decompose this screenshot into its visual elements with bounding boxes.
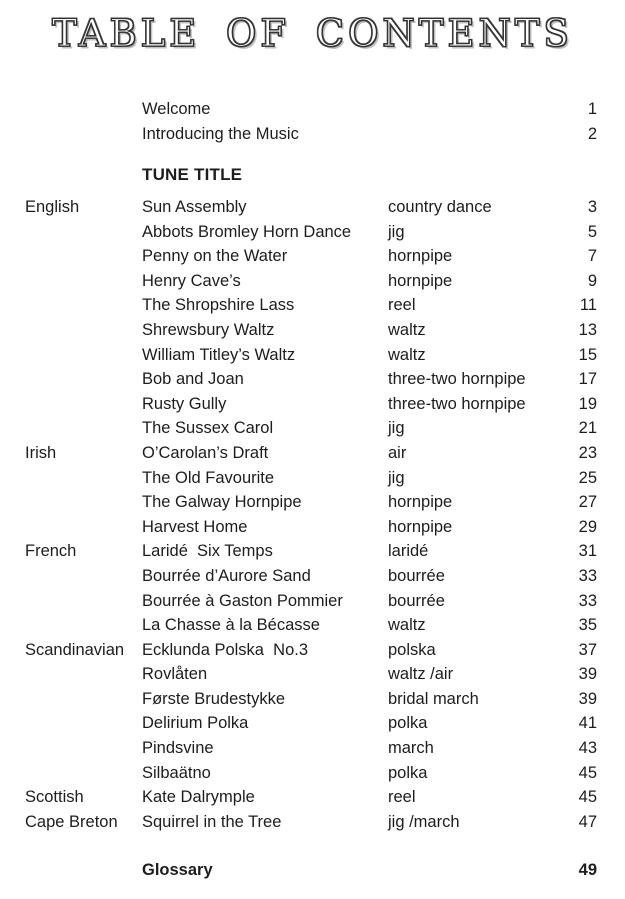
region-label bbox=[25, 466, 142, 491]
toc-row bbox=[25, 662, 597, 687]
rhythm-label: polka bbox=[388, 714, 428, 733]
page-number: 21 bbox=[578, 419, 597, 438]
rhythm-label: laridé bbox=[388, 542, 429, 561]
region-label bbox=[25, 589, 142, 614]
tune-title: The Old Favourite bbox=[142, 468, 275, 487]
region-label: English bbox=[25, 198, 80, 216]
rhythm-label: hornpipe bbox=[388, 271, 453, 290]
rhythm-label: country dance bbox=[388, 198, 492, 216]
toc-row bbox=[25, 392, 597, 417]
page-number: 35 bbox=[578, 616, 597, 635]
toc-row bbox=[25, 195, 597, 220]
page-number: 7 bbox=[587, 247, 597, 266]
rhythm-label: reel bbox=[388, 296, 416, 315]
rhythm-label: waltz bbox=[388, 616, 426, 635]
region-label bbox=[25, 761, 142, 786]
rhythm-label: polska bbox=[388, 640, 436, 659]
page-number: 41 bbox=[578, 714, 597, 733]
page-number bbox=[545, 163, 597, 188]
page-number: 13 bbox=[578, 320, 597, 339]
toc-row bbox=[25, 490, 597, 515]
region-label: French bbox=[25, 542, 77, 561]
tune-title: Kate Dalrymple bbox=[142, 788, 255, 807]
rhythm-label: march bbox=[388, 739, 434, 758]
page-number: 27 bbox=[578, 493, 597, 512]
toc-row bbox=[25, 613, 597, 638]
page-number: 31 bbox=[578, 542, 597, 561]
tune-title: Bourrée à Gaston Pommier bbox=[142, 591, 343, 610]
toc-row bbox=[25, 293, 597, 318]
back-matter bbox=[25, 858, 597, 883]
rhythm-label: hornpipe bbox=[388, 517, 453, 536]
glossary-row bbox=[25, 858, 597, 883]
toc-row bbox=[25, 367, 597, 392]
toc-row bbox=[25, 711, 597, 736]
rhythm-label: reel bbox=[388, 788, 416, 807]
page-number: 43 bbox=[578, 739, 597, 758]
rhythm-label bbox=[388, 122, 545, 147]
tune-title: Squirrel in the Tree bbox=[142, 812, 282, 831]
page-number: 1 bbox=[587, 100, 597, 118]
region-label bbox=[25, 244, 142, 269]
region-label bbox=[25, 490, 142, 515]
tune-header-block bbox=[25, 163, 597, 188]
tune-title: Abbots Bromley Horn Dance bbox=[142, 222, 352, 241]
tune-title: Penny on the Water bbox=[142, 247, 288, 266]
region-label bbox=[25, 122, 142, 147]
toc-row bbox=[25, 761, 597, 786]
page-number: 9 bbox=[587, 271, 597, 290]
tune-title: La Chasse à la Bécasse bbox=[142, 616, 320, 635]
rhythm-label: bourrée bbox=[388, 591, 445, 610]
front-matter-title: Welcome bbox=[142, 100, 211, 118]
tune-title: Silbaätno bbox=[142, 763, 211, 782]
page-number: 33 bbox=[578, 566, 597, 585]
front-matter bbox=[25, 97, 597, 146]
region-label bbox=[25, 367, 142, 392]
page-number: 17 bbox=[578, 370, 597, 389]
page-number: 49 bbox=[578, 861, 597, 879]
rhythm-label: waltz /air bbox=[388, 665, 454, 684]
region-label bbox=[25, 687, 142, 712]
rhythm-label: bourrée bbox=[388, 566, 445, 585]
region-label bbox=[25, 220, 142, 245]
page-number: 5 bbox=[587, 222, 597, 241]
rhythm-label: polka bbox=[388, 763, 428, 782]
tune-title: Første Brudestykke bbox=[142, 689, 286, 708]
tune-title: Rovlåten bbox=[142, 665, 208, 684]
page-number: 2 bbox=[587, 124, 597, 143]
page-number: 39 bbox=[578, 665, 597, 684]
region-label bbox=[25, 318, 142, 343]
page-number: 37 bbox=[578, 640, 597, 659]
front-matter-row bbox=[25, 97, 597, 122]
region-label bbox=[25, 858, 142, 883]
toc-row bbox=[25, 244, 597, 269]
region-label bbox=[25, 564, 142, 589]
tune-title: Sun Assembly bbox=[142, 198, 247, 216]
toc-row bbox=[25, 638, 597, 663]
rhythm-label: jig /march bbox=[388, 812, 460, 831]
tune-title: Pindsvine bbox=[142, 739, 214, 758]
tune-title: Bob and Joan bbox=[142, 370, 244, 389]
title-area bbox=[0, 12, 625, 55]
tune-title: William Titley’s Waltz bbox=[142, 345, 296, 364]
region-label bbox=[25, 269, 142, 294]
rhythm-label: bridal march bbox=[388, 689, 479, 708]
region-label bbox=[25, 662, 142, 687]
rhythm-label: jig bbox=[388, 468, 405, 487]
rhythm-label: three-two hornpipe bbox=[388, 394, 526, 413]
toc-row bbox=[25, 343, 597, 368]
toc-row bbox=[25, 785, 597, 810]
toc-row bbox=[25, 810, 597, 835]
region-label: Scottish bbox=[25, 788, 84, 807]
tune-title: Harvest Home bbox=[142, 517, 248, 536]
toc-row bbox=[25, 736, 597, 761]
rhythm-label bbox=[388, 858, 545, 883]
toc-row bbox=[25, 466, 597, 491]
tune-title: Delirium Polka bbox=[142, 714, 249, 733]
page-number: 47 bbox=[578, 812, 597, 831]
rhythm-label: waltz bbox=[388, 320, 426, 339]
tune-list bbox=[25, 195, 597, 834]
toc-row bbox=[25, 318, 597, 343]
tune-title: The Sussex Carol bbox=[142, 419, 274, 438]
region-label bbox=[25, 515, 142, 540]
region-label: Scandinavian bbox=[25, 640, 125, 659]
page-number: 19 bbox=[578, 394, 597, 413]
rhythm-label: air bbox=[388, 443, 407, 462]
page-number: 25 bbox=[578, 468, 597, 487]
toc-row bbox=[25, 515, 597, 540]
front-matter-row bbox=[25, 122, 597, 147]
region-label: Cape Breton bbox=[25, 812, 118, 831]
rhythm-label: three-two hornpipe bbox=[388, 370, 526, 389]
tune-title: O’Carolan’s Draft bbox=[142, 443, 269, 462]
region-label bbox=[25, 97, 142, 122]
rhythm-label bbox=[388, 97, 545, 122]
front-matter-title: Introducing the Music bbox=[142, 124, 299, 143]
rhythm-label: hornpipe bbox=[388, 247, 453, 266]
region-label: Irish bbox=[25, 443, 57, 462]
region-label bbox=[25, 392, 142, 417]
tune-title: The Shropshire Lass bbox=[142, 296, 295, 315]
page-number: 45 bbox=[578, 763, 597, 782]
tune-title: Bourrée d’Aurore Sand bbox=[142, 566, 311, 585]
page-number: 39 bbox=[578, 689, 597, 708]
toc-row bbox=[25, 441, 597, 466]
toc-row bbox=[25, 416, 597, 441]
rhythm-label: hornpipe bbox=[388, 493, 453, 512]
tune-header-row bbox=[25, 163, 597, 188]
region-label bbox=[25, 736, 142, 761]
region-label bbox=[25, 711, 142, 736]
page-number: 3 bbox=[587, 198, 597, 216]
region-label bbox=[25, 343, 142, 368]
toc-row bbox=[25, 269, 597, 294]
toc-row bbox=[25, 220, 597, 245]
page-title: TABLE OF CONTENTS bbox=[52, 12, 573, 55]
page-number: 15 bbox=[578, 345, 597, 364]
rhythm-label: jig bbox=[388, 222, 405, 241]
toc-row bbox=[25, 687, 597, 712]
page-number: 29 bbox=[578, 517, 597, 536]
tune-title: Ecklunda Polska No.3 bbox=[142, 640, 309, 659]
region-label bbox=[25, 416, 142, 441]
page-number: 11 bbox=[579, 296, 597, 315]
page-number: 33 bbox=[578, 591, 597, 610]
glossary-title: Glossary bbox=[142, 861, 213, 879]
toc-row bbox=[25, 564, 597, 589]
rhythm-label bbox=[388, 163, 545, 188]
tune-title-header: TUNE TITLE bbox=[142, 165, 243, 184]
region-label bbox=[25, 293, 142, 318]
tune-title: Laridé Six Temps bbox=[142, 542, 273, 561]
rhythm-label: jig bbox=[388, 419, 405, 438]
page-number: 45 bbox=[578, 788, 597, 807]
toc-row bbox=[25, 589, 597, 614]
tune-title: The Galway Hornpipe bbox=[142, 493, 302, 512]
rhythm-label: waltz bbox=[388, 345, 426, 364]
tune-title: Rusty Gully bbox=[142, 394, 227, 413]
tune-title: Shrewsbury Waltz bbox=[142, 320, 275, 339]
page-number: 23 bbox=[578, 443, 597, 462]
region-label bbox=[25, 163, 142, 188]
tune-title: Henry Cave’s bbox=[142, 271, 241, 290]
region-label bbox=[25, 613, 142, 638]
toc-row bbox=[25, 539, 597, 564]
